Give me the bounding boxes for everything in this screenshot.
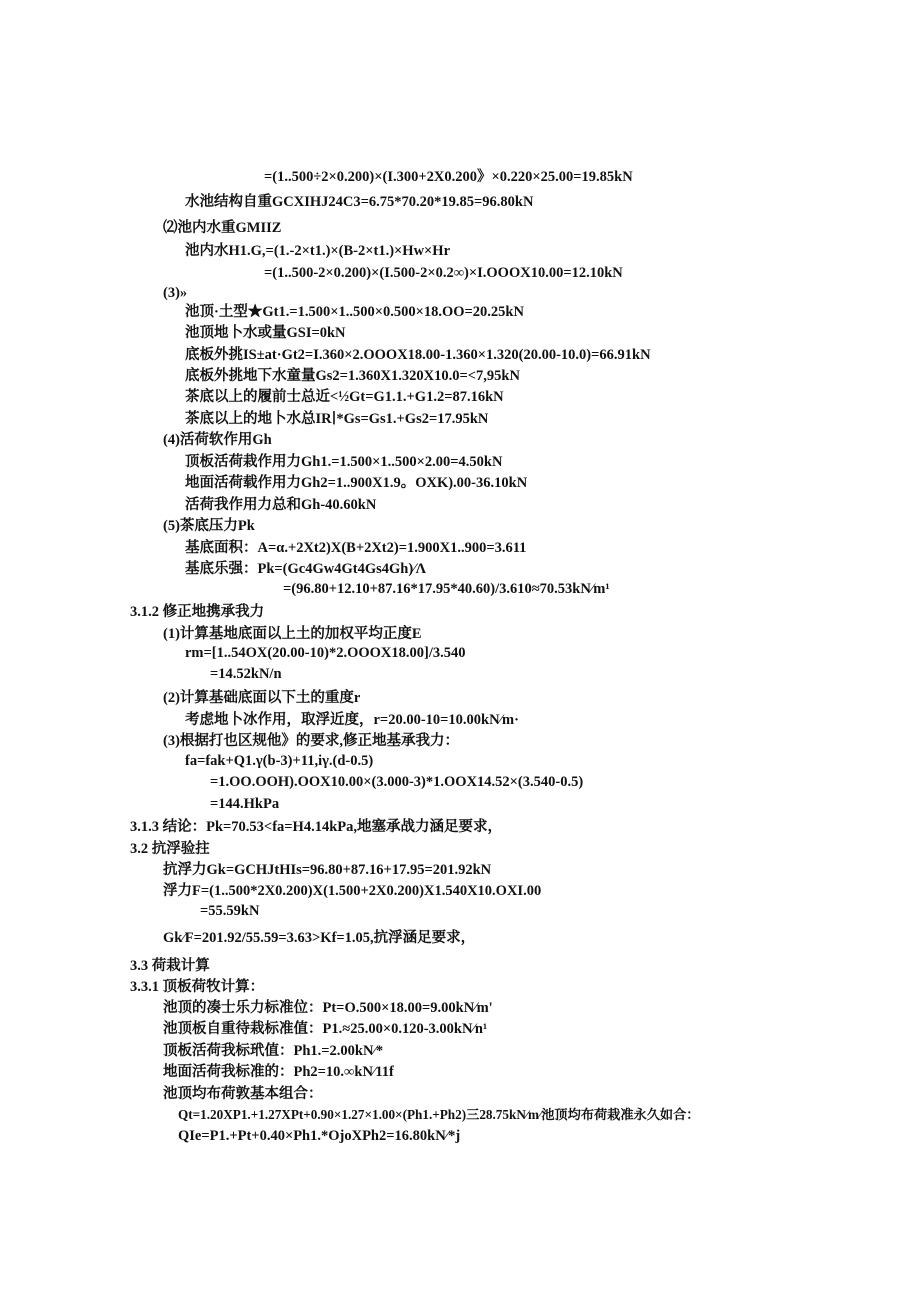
text-line: (3)» [163,285,188,301]
text-line: =55.59kN [200,903,260,919]
text-line: Qt=1.20XP1.+1.27XPt+0.90×1.27×1.00×(Ph1.+Ph2)三28.75kN∕m∕池顶均布荷栽准永久如合： [178,1107,700,1122]
text-line: (4)活荷软作用Gh [163,432,272,448]
text-line: 地面活荷我标准的：Ph2=10.∞kN∕11f [163,1064,394,1080]
text-line: 3.1.3 结论：Pk=70.53<fa=H4.14kPa,地塞承战力涵足要求， [130,819,502,835]
text-line: 3.2 抗浮验拄 [130,841,210,857]
text-line: 茶底以上的履前士总近<½Gt=G1.1.+G1.2=87.16kN [185,389,504,405]
text-line: =144.HkPa [210,796,280,812]
text-line: ⑵池内水重GMIIZ [163,220,282,236]
text-line: 顶板活荷栽作用力Gh1.=1.500×1..500×2.00=4.50kN [185,454,503,470]
text-line: 水池结构自重GCXIHJ24C3=6.75*70.20*19.85=96.80kN [185,194,534,210]
text-line: 茶底以上的地卜水总IR∣*Gs=Gs1.+Gs2=17.95kN [185,411,489,427]
text-line: 基底面积：A=α.+2Xt2)X(B+2Xt2)=1.900X1..900=3.611 [185,540,527,556]
text-line: 底板外挑IS±at·Gt2=I.360×2.OOOX18.00-1.360×1.320(20.00-10.0)=66.91kN [185,347,651,363]
text-line: 3.3 荷栽计算 [130,958,210,974]
text-line: =14.52kN/n [210,666,282,682]
text-line: 抗浮力Gk=GCHJtHIs=96.80+87.16+17.95=201.92kN [163,862,492,878]
text-line: (5)茶底压力Pk [163,518,255,534]
text-line: 底板外挑地下水童量Gs2=1.360X1.320X10.0=<7,95kN [185,368,520,384]
text-line: 基底乐强：Pk=(Gc4Gw4Gt4Gs4Gh)∕Λ [185,561,426,577]
text-line: 池顶·土型★Gt1.=1.500×1..500×0.500×18.OO=20.25kN [185,304,524,320]
text-line: 池顶均布荷敦基本组合： [163,1086,323,1102]
text-line: 考虑地卜冰作用，取浮近度，r=20.00-10=10.00kN∕m· [185,712,519,728]
text-line: =(96.80+12.10+87.16*17.95*40.60)/3.610≈70.53kN∕m¹ [283,581,610,597]
text-line: 池顶的凑士乐力标准位：Pt=O.500×18.00=9.00kN∕m' [163,1000,493,1016]
text-line: (1)计算基地底面以上土的加权平均正度E [163,626,422,642]
text-line: 池内水H1.G,=(1.-2×t1.)×(B-2×t1.)×Hw×Hr [185,243,451,259]
text-line: =1.OO.OOH).OOX10.00×(3.000-3)*1.OOX14.52×(3.540-0.5) [210,774,584,790]
text-line: 池顶板自重待栽标准值：P1.≈25.00×0.120-3.00kN∕n¹ [163,1021,488,1037]
text-line: QIe=P1.+Pt+0.40×Ph1.*OjoXPh2=16.80kN∕*j [178,1128,461,1144]
text-line: (2)计算基础底面以下土的重度r [163,690,361,706]
text-line: 池顶地卜水或量GSI=0kN [185,325,346,341]
text-line: fa=fak+Q1.γ(b-3)+11,iγ.(d-0.5) [185,753,374,769]
text-line: =(1..500÷2×0.200)×(I.300+2X0.200》×0.220×25.00=19.85kN [264,169,633,185]
text-line: Gk∕F=201.92/55.59=3.63>Kf=1.05,抗浮涵足要求， [163,930,476,946]
text-line: 顶板活荷我标玳值：Ph1.=2.00kN∕* [163,1043,384,1059]
text-line: rm=[1..54OX(20.00-10)*2.OOOX18.00]/3.540 [185,645,466,661]
text-line: 浮力F=(1..500*2X0.200)X(1.500+2X0.200)X1.540X10.OXI.00 [163,883,542,899]
text-line: (3)根据打也区规他》的要求,修正地基承我力： [163,733,460,749]
text-line: 地面活荷载作用力Gh2=1..900X1.9。OXK).00-36.10kN [185,475,528,491]
text-line: =(1..500-2×0.200)×(I.500-2×0.2∞)×I.OOOX10.00=12.10kN [264,265,623,281]
text-line: 活荷我作用力总和Gh-40.60kN [185,497,377,513]
text-line: 3.1.2 修正地携承我力 [130,604,265,620]
text-line: 3.3.1 顶板荷牧计算： [130,979,265,995]
